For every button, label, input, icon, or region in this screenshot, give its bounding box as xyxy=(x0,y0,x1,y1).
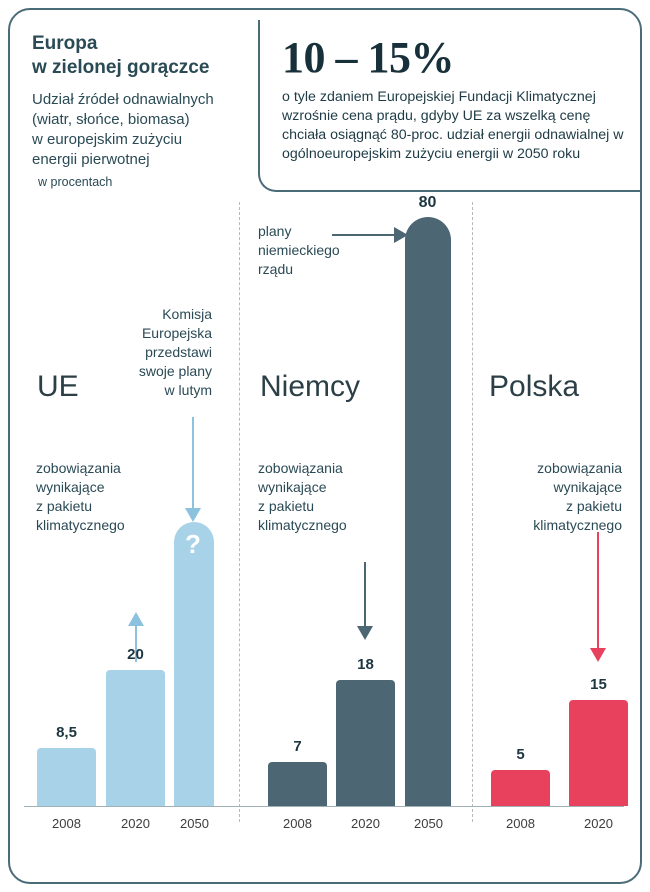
annotation-poland-note xyxy=(482,459,622,535)
headline-figure: 10 – 15% xyxy=(282,33,454,82)
header-right xyxy=(258,20,640,192)
page-title-line2: w zielonej gorączce xyxy=(32,57,210,78)
annotation-ue-note-l1: zobowiązania xyxy=(36,460,121,476)
xlabel-ue-2050: 2050 xyxy=(180,816,209,831)
value-label-poland-2020: 15 xyxy=(590,676,607,693)
annotation-ue-2050-l5: w lutym xyxy=(164,382,212,398)
bar-germany-2008 xyxy=(268,762,327,806)
annotation-ue-2050 xyxy=(106,305,212,400)
chart-area xyxy=(10,192,640,872)
annotation-germany-note-l1: zobowiązania xyxy=(258,460,343,476)
annotation-ue-note-l2: wynikające xyxy=(36,479,105,495)
header-unit-label: w procentach xyxy=(38,175,113,189)
value-label-ue-2020: 20 xyxy=(127,646,144,663)
annotation-germany-plans xyxy=(258,222,368,279)
annotation-ue-note xyxy=(36,459,166,535)
page-title xyxy=(32,32,247,80)
xlabel-germany-2008: 2008 xyxy=(283,816,312,831)
group-divider-1 xyxy=(239,202,240,822)
xlabel-germany-2050: 2050 xyxy=(414,816,443,831)
annotation-ue-2050-l1: Komisja xyxy=(162,306,212,322)
annotation-ue-note-l4: klimatycznego xyxy=(36,517,125,533)
xlabel-germany-2020: 2020 xyxy=(351,816,380,831)
annotation-poland-note-l4: klimatycznego xyxy=(533,517,622,533)
header-subtitle-line1: Udział źródeł odnawialnych xyxy=(32,91,214,108)
annotation-ue-2050-l3: przedstawi xyxy=(145,344,212,360)
annotation-poland-note-l3: z pakietu xyxy=(565,498,622,514)
annotation-germany-plans-l2: niemieckiego xyxy=(258,242,340,258)
bar-germany-2020 xyxy=(336,680,395,806)
annotation-ue-note-l3: z pakietu xyxy=(36,498,93,514)
value-label-germany-2008: 7 xyxy=(293,738,302,755)
annotation-germany-plans-l1: plany xyxy=(258,223,292,239)
group-title-germany: Niemcy xyxy=(260,370,361,403)
value-label-ue-2008: 8,5 xyxy=(56,724,77,741)
headline-paragraph: o tyle zdaniem Europejskiej Fundacji Klimatycznej wzrośnie cena prądu, gdyby UE za wszelką cenę chciała osiągnąć 80-proc. udział energii odnawialnej w ogólnoeuropejskim zużyciu energii w 2050 roku xyxy=(282,89,624,162)
bar-ue-2050 xyxy=(174,522,214,806)
annotation-germany-note-l4: klimatycznego xyxy=(258,517,347,533)
annotation-germany-note-l3: z pakietu xyxy=(258,498,315,514)
xlabel-poland-2008: 2008 xyxy=(506,816,535,831)
bar-poland-2020 xyxy=(569,700,628,806)
page-title-line1: Europa xyxy=(32,33,98,54)
bar-germany-2050 xyxy=(405,217,451,806)
bar-ue-2020 xyxy=(106,670,165,806)
header-subtitle-line3: w europejskim zużyciu xyxy=(32,131,183,148)
group-title-poland: Polska xyxy=(489,370,580,403)
annotation-germany-plans-l3: rządu xyxy=(258,261,294,277)
annotation-ue-2050-l4: swoje plany xyxy=(138,363,212,379)
annotation-germany-note xyxy=(258,459,388,535)
annotation-poland-note-l1: zobowiązania xyxy=(537,460,622,476)
group-divider-2 xyxy=(472,202,473,822)
bar-poland-2008 xyxy=(491,770,550,806)
header-subtitle-line4: energii pierwotnej xyxy=(32,151,150,168)
xlabel-poland-2020: 2020 xyxy=(584,816,613,831)
chart-baseline xyxy=(24,806,624,807)
group-title-ue: UE xyxy=(37,370,79,403)
header-subtitle-line2: (wiatr, słońce, biomasa) xyxy=(32,111,190,128)
xlabel-ue-2020: 2020 xyxy=(121,816,150,831)
xlabel-ue-2008: 2008 xyxy=(52,816,81,831)
header-subtitle xyxy=(32,90,247,192)
header-left xyxy=(32,32,247,192)
value-label-poland-2008: 5 xyxy=(516,746,525,763)
annotation-germany-note-l2: wynikające xyxy=(258,479,327,495)
bar-ue-2008 xyxy=(37,748,96,806)
header xyxy=(10,10,640,192)
annotation-ue-2050-l2: Europejska xyxy=(141,325,212,341)
annotation-poland-note-l2: wynikające xyxy=(553,479,622,495)
value-label-germany-2050: 80 xyxy=(418,194,437,211)
value-label-germany-2020: 18 xyxy=(357,656,374,673)
bar-ue-2050-question: ? xyxy=(185,529,201,559)
